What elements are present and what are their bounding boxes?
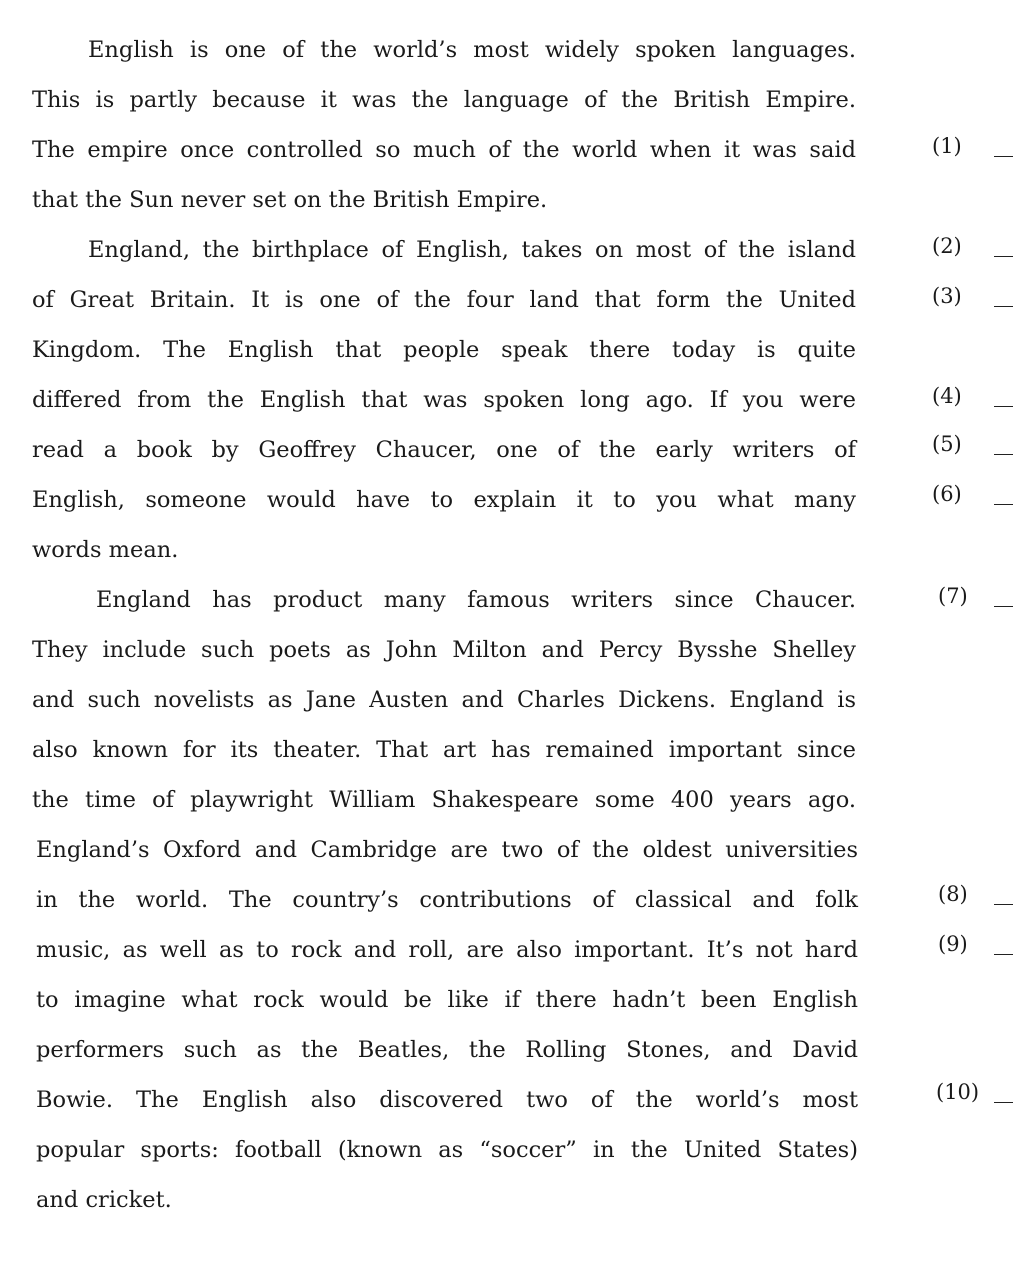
answer-number: (2) [932,234,962,258]
passage-line: English is one of the world’s most widely spoken languages. [88,37,856,63]
answer-number: (7) [938,584,968,608]
passage-line: popular sports: football (known as “soccer” in the United States) [36,1137,858,1163]
passage-line: read a book by Geoffrey Chaucer, one of the early writers of [32,437,856,463]
answer-blank[interactable] [994,954,1013,955]
passage-line: English, someone would have to explain it to you what many [32,487,856,513]
answer-number: (1) [932,134,962,158]
answer-blank[interactable] [994,504,1013,505]
answer-blank[interactable] [994,256,1013,257]
answer-number: (6) [932,482,962,506]
answer-item [0,874,1013,914]
passage-line: England, the birthplace of English, takes on most of the island [88,237,856,263]
passage-line: England has product many famous writers since Chaucer. [96,587,856,613]
answer-item [0,474,1013,514]
answer-item [0,276,1013,316]
answer-blank[interactable] [994,904,1013,905]
passage-line: differed from the English that was spoken long ago. If you were [32,387,856,413]
passage-line: and such novelists as Jane Austen and Charles Dickens. England is [32,687,856,713]
passage-line: the time of playwright William Shakespeare some 400 years ago. [32,787,856,813]
passage-line: music, as well as to rock and roll, are also important. It’s not hard [36,937,858,963]
passage-line: This is partly because it was the language of the British Empire. [32,87,856,113]
answer-item [0,424,1013,464]
passage-line: that the Sun never set on the British Empire. [32,187,548,213]
passage-line: in the world. The country’s contributions of classical and folk [36,887,858,913]
answer-item [0,1072,1013,1112]
answer-blank[interactable] [994,406,1013,407]
answer-item [0,226,1013,266]
answer-number: (5) [932,432,962,456]
answer-item [0,576,1013,616]
passage-line: and cricket. [36,1187,172,1213]
answer-item [0,924,1013,964]
passage-line: also known for its theater. That art has remained important since [32,737,856,763]
passage-line: They include such poets as John Milton and Percy Bysshe Shelley [32,637,856,663]
answer-blank[interactable] [994,156,1013,157]
answer-item [0,376,1013,416]
answer-number: (3) [932,284,962,308]
passage-line: Kingdom. The English that people speak there today is quite [32,337,856,363]
passage-line: performers such as the Beatles, the Rolling Stones, and David [36,1037,858,1063]
passage-line: England’s Oxford and Cambridge are two of the oldest universities [36,837,858,863]
answer-number: (8) [938,882,968,906]
passage-line: words mean. [32,537,179,563]
answer-number: (4) [932,384,962,408]
passage-line: Bowie. The English also discovered two of the world’s most [36,1087,858,1113]
answer-item [0,126,1013,166]
passage-line: to imagine what rock would be like if there hadn’t been English [36,987,858,1013]
answer-blank[interactable] [994,454,1013,455]
answer-blank[interactable] [994,1102,1013,1103]
answer-blank[interactable] [994,606,1013,607]
passage-line: of Great Britain. It is one of the four land that form the United [32,287,856,313]
answer-blank[interactable] [994,306,1013,307]
passage-line: The empire once controlled so much of the world when it was said [32,137,856,163]
answer-number: (9) [938,932,968,956]
answer-number: (10) [936,1080,980,1104]
